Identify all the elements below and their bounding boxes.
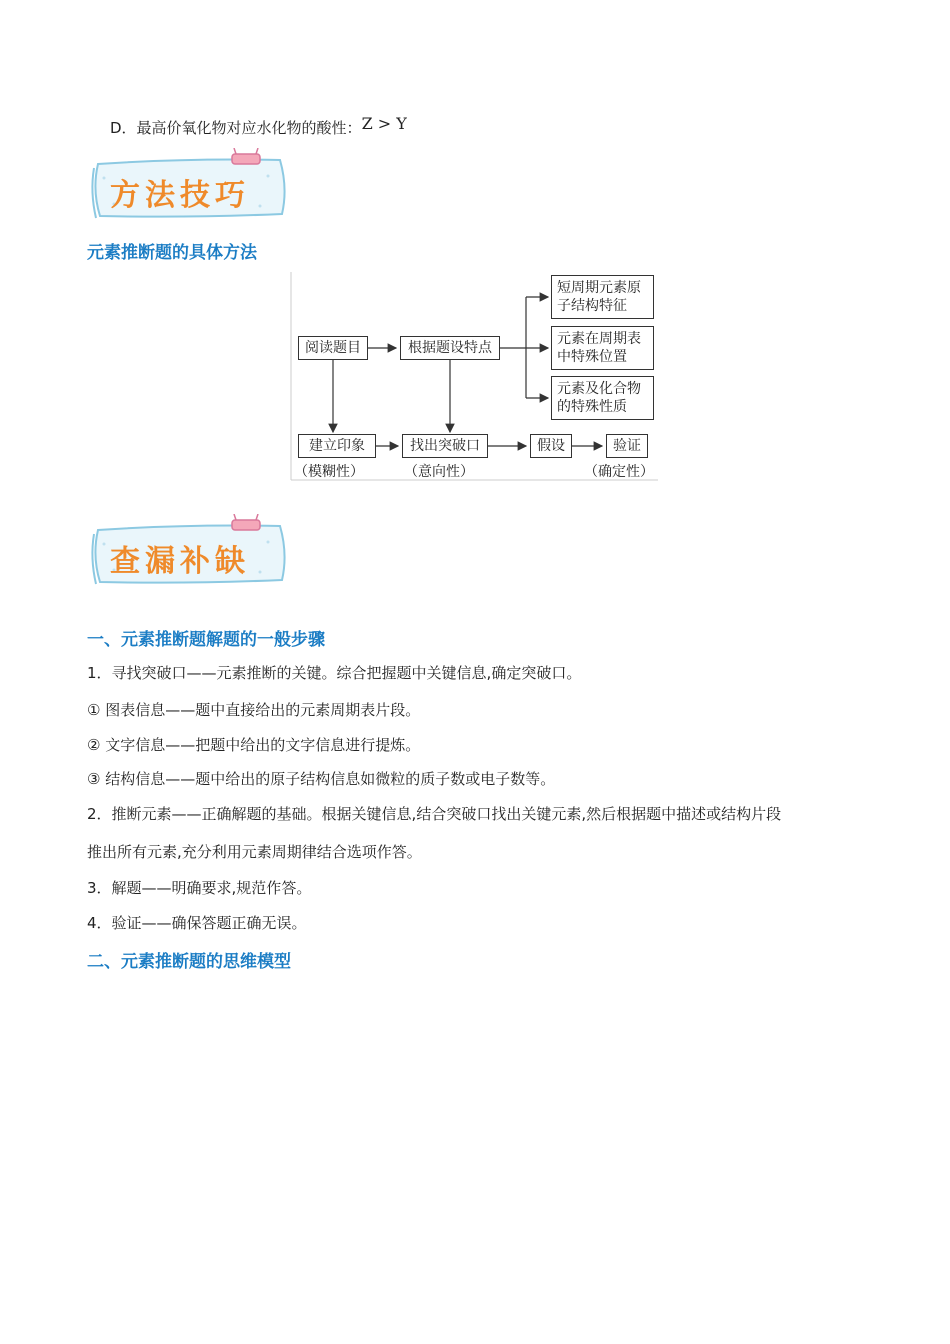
fill-gaps-banner-title: 查漏补缺 xyxy=(110,544,250,579)
flow-breakthrough-note: （意向性） xyxy=(404,464,474,480)
flow-branch3-line1: 元素及化合物 xyxy=(557,381,641,397)
flow-assume-box: 假设 xyxy=(530,434,572,458)
flow-breakthrough-box: 找出突破口 xyxy=(402,434,488,458)
flow-branch1-line2: 子结构特征 xyxy=(557,298,627,314)
section1-line: 推出所有元素,充分利用元素周期律结合选项作答。 xyxy=(87,843,422,861)
method-banner xyxy=(88,148,293,226)
flow-branch1-box xyxy=(551,275,654,319)
section1-line: 4．验证——确保答题正确无误。 xyxy=(87,914,307,932)
flowchart xyxy=(290,270,660,482)
fill-gaps-banner xyxy=(88,514,293,592)
flow-branch1-line1: 短周期元素原 xyxy=(557,280,641,296)
flow-read-box: 阅读题目 xyxy=(298,336,368,360)
flow-verify-box: 验证 xyxy=(606,434,648,458)
method-banner-title: 方法技巧 xyxy=(110,178,250,213)
section1-line: 1．寻找突破口——元素推断的关键。综合把握题中关键信息,确定突破口。 xyxy=(87,664,582,682)
section1-line: ② 文字信息——把题中给出的文字信息进行提炼。 xyxy=(87,736,421,754)
flow-branch2-line1: 元素在周期表 xyxy=(557,331,641,347)
flow-verify-note: （确定性） xyxy=(584,464,654,480)
flow-branch2-line2: 中特殊位置 xyxy=(557,349,627,365)
section2-heading: 二、元素推断题的思维模型 xyxy=(87,952,291,972)
option-d xyxy=(110,114,407,138)
section1-line: ③ 结构信息——题中给出的原子结构信息如微粒的质子数或电子数等。 xyxy=(87,770,556,788)
flow-features-box: 根据题设特点 xyxy=(400,336,500,360)
section1-line: 2．推断元素——正确解题的基础。根据关键信息,结合突破口找出关键元素,然后根据题中描述或结构片段 xyxy=(87,805,782,823)
flow-branch2-box xyxy=(551,326,654,370)
flow-branch3-box xyxy=(551,376,654,420)
section1-line: ① 图表信息——题中直接给出的元素周期表片段。 xyxy=(87,701,421,719)
flow-impression-note: （模糊性） xyxy=(294,464,364,480)
flow-branch3-line2: 的特殊性质 xyxy=(557,399,627,415)
option-d-value: Z > Y xyxy=(361,114,407,133)
method-heading: 元素推断题的具体方法 xyxy=(87,243,257,263)
section1-line: 3．解题——明确要求,规范作答。 xyxy=(87,879,312,897)
option-d-label: D．最高价氧化物对应水化物的酸性： xyxy=(110,119,362,137)
flow-impression-box: 建立印象 xyxy=(298,434,376,458)
section1-heading: 一、元素推断题解题的一般步骤 xyxy=(87,630,325,650)
